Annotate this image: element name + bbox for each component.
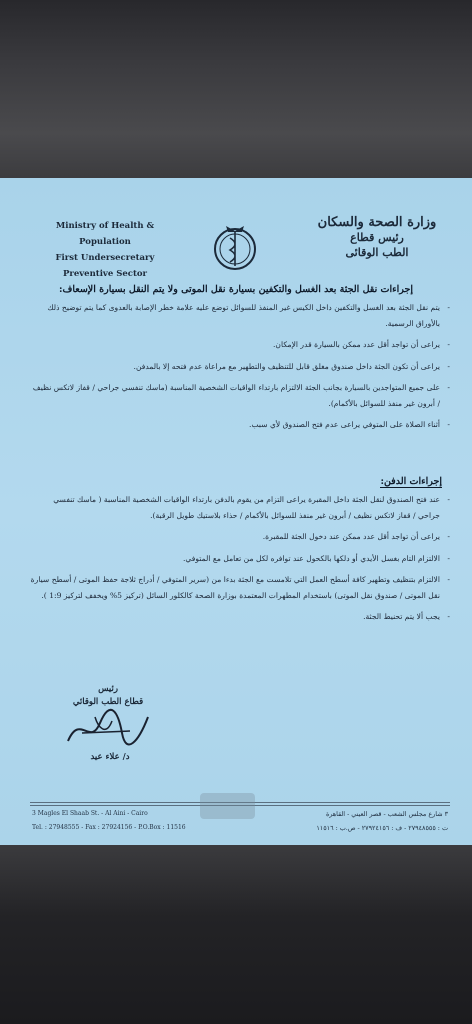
sector-head-ar: رئيس قطاع: [350, 231, 404, 244]
ministry-emblem-icon: [212, 222, 258, 272]
signatory-title: رئيس: [98, 684, 118, 694]
list-item: - يتم نقل الجثة بعد الغسل والتكفين داخل الكيس غير المنفذ للسوائل توضع عليه علامة خطر الإصابة بالعدوى كما يتم توضيح ذلك بالأوراق الرسمية.: [30, 300, 450, 331]
transport-procedures-list: [30, 300, 450, 439]
letterhead-english: [30, 218, 180, 282]
photo-background-bottom: [0, 845, 472, 1024]
list-item: - الالتزام التام بغسل الأيدي أو دلكها بالكحول عند توافره لكل من تعامل مع المتوفي.: [30, 551, 450, 567]
letterhead-arabic: [302, 215, 452, 260]
list-item: - أثناء الصلاة على المتوفي يراعى عدم فتح الصندوق لأي سبب.: [30, 417, 450, 433]
list-item: - يراعى أن تواجد أقل عدد ممكن بالسيارة قدر الإمكان.: [30, 337, 450, 353]
ministry-name-ar: وزارة الصحة والسكان: [317, 215, 437, 230]
signatory-name: د/ علاء عيد: [90, 752, 130, 762]
photo-background-top: [0, 0, 472, 178]
ministry-name-en: Ministry of Health & Population: [55, 221, 155, 247]
list-item: - عند فتح الصندوق لنقل الجثة داخل المقبرة يراعى التزام من يقوم بالدفن بارتداء الواقيات الشخصية المناسبة ( ماسك تنفسي جراحي / قفاز لاتكس نظيف / أبرون غير منفذ للسوائل بالأكمام / حذاء بلاستيك طويل الرقبة).: [30, 492, 450, 523]
handwritten-signature-icon: [60, 703, 155, 753]
list-item: - على جميع المتواجدين بالسيارة بجانب الجثة الالتزام بارتداء الواقيات الشخصية المناسبة (ماسك تنفسي جراحي / قفاز لاتكس نظيف / أبرون غير منفذ للسوائل بالأكمام).: [30, 380, 450, 411]
undersecretary-en: First Undersecretary: [55, 253, 155, 263]
document-title: إجراءات نقل الجثة بعد الغسل والتكفين بسيارة نقل الموتى ولا يتم النقل بسيارة الإسعاف:: [59, 284, 413, 295]
footer-contacts-en: Tel. : 27948555 - Fax : 27924156 - P.O.Box : 11516: [32, 824, 186, 831]
footer-address-en: 3 Magles El Shaab St. - Al Aini - Cairo: [32, 810, 148, 817]
signatory-sector: قطاع الطب الوقائي: [72, 697, 144, 707]
footer-address-ar: ٣ شارع مجلس الشعب - قصر العيني - القاهرة: [325, 810, 448, 818]
sector-en: Preventive Sector: [62, 269, 148, 279]
list-item: - يراعى أن تواجد أقل عدد ممكن عند دخول الجثة للمقبرة.: [30, 529, 450, 545]
sector-name-ar: الطب الوقائى: [345, 246, 409, 259]
footer-contacts-ar: ت : ٢٧٩٤٨٥٥٥ - ف : ٢٧٩٢٤١٥٦ - ص.ب : ١١٥١٦: [316, 824, 448, 832]
list-item: - الالتزام بتنظيف وتطهير كافة أسطح العمل التي تلامست مع الجثة بدءا من (سرير المتوفي / أدراج ثلاجة حفظ الموتى / أسطح سيارة نقل الموتى / صندوق نقل الموتى) باستخدام المطهرات المعتمدة بوزارة الصحة كالكلور السائل (تركيز 5% ويخفف لتركيز 1:9 ).: [30, 572, 450, 603]
list-item: - يراعى أن تكون الجثة داخل صندوق مغلق قابل للتنظيف والتطهير مع مراعاة عدم فتحه إلا بالمدفن.: [30, 359, 450, 375]
document-page: [0, 178, 472, 845]
list-item: - يجب ألا يتم تحنيط الجثة.: [30, 609, 450, 625]
burial-procedures-list: [30, 492, 450, 631]
burial-section-heading: إجراءات الدفن:: [380, 476, 442, 487]
